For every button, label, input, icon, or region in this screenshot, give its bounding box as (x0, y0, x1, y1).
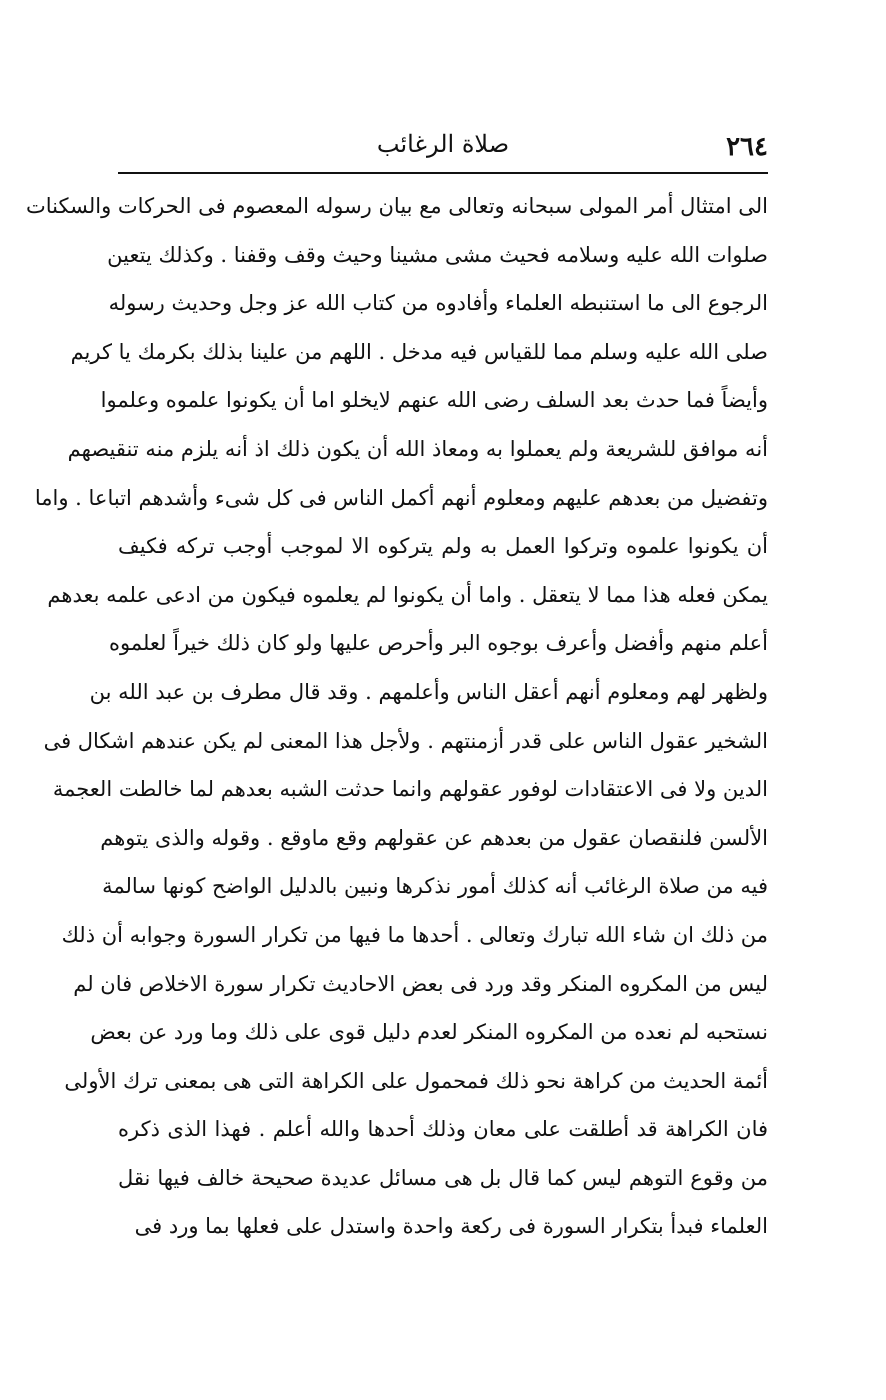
text-line: صلوات الله عليه وسلامه فحيث مشى مشينا وحيث وقف وقفنا . وكذلك يتعين (107, 242, 768, 267)
text-line: الألسن فلنقصان عقول من بعدهم عن عقولهم وقع ماوقع . وقوله والذى يتوهم (100, 825, 768, 850)
page-number: ٢٦٤ (726, 132, 768, 162)
text-line: وأيضاً فما حدث بعد السلف رضى الله عنهم لايخلو اما أن يكونوا علموه وعلموا (100, 388, 768, 413)
text-line: الشخير عقول الناس على قدر أزمنتهم . ولأجل هذا المعنى لم يكن عندهم اشكال فى (43, 728, 768, 753)
text-line: وتفضيل من بعدهم عليهم ومعلوم أنهم أكمل الناس فى كل شىء وأشدهم اتباعا . واما (34, 485, 768, 510)
running-title: صلاة الرغائب (376, 130, 510, 158)
text-line: أعلم منهم وأفضل وأعرف بوجوه البر وأحرص عليها ولو كان ذلك خيراً لعلموه (108, 631, 768, 656)
text-line: من ذلك ان شاء الله تبارك وتعالى . أحدها ما فيها من تكرار السورة وجوابه أن ذلك (61, 922, 768, 947)
text-line: ولظهر لهم ومعلوم أنهم أعقل الناس وأعلمهم . وقد قال مطرف بن عبد الله بن (89, 679, 768, 704)
body-text (26, 182, 768, 1251)
text-line: فان الكراهة قد أطلقت على معان وذلك أحدها والله أعلم . فهذا الذى ذكره (118, 1117, 768, 1142)
text-line: أنه موافق للشريعة ولم يعملوا به ومعاذ الله أن يكون ذلك اذ أنه يلزم منه تنقيصهم (67, 436, 768, 461)
header-rule (118, 172, 768, 174)
text-line: فيه من صلاة الرغائب أنه كذلك أمور نذكرها ونبين بالدليل الواضح كونها سالمة (102, 874, 768, 899)
text-line: ليس من المكروه المنكر وقد ورد فى بعض الاحاديث تكرار سورة الاخلاص فان لم (73, 971, 768, 996)
text-line: الى امتثال أمر المولى سبحانه وتعالى مع بيان رسوله المعصوم فى الحركات والسكنات (26, 194, 768, 218)
text-line: أئمة الحديث من كراهة نحو ذلك فمحمول على الكراهة التى هى بمعنى ترك الأولى (64, 1068, 768, 1093)
text-line: الدين ولا فى الاعتقادات لوفور عقولهم وانما حدثت الشبه بعدهم لما خالطت العجمة (52, 777, 768, 802)
text-line: صلى الله عليه وسلم مما للقياس فيه مدخل . اللهم من علينا بذلك بكرمك يا كريم (70, 339, 768, 364)
text-line: يمكن فعله هذا مما لا يتعقل . واما أن يكونوا لم يعلموه فيكون من ادعى علمه بعدهم (47, 582, 768, 607)
text-line: العلماء فبدأ بتكرار السورة فى ركعة واحدة واستدل على فعلها بما ورد فى (134, 1214, 768, 1239)
page-header (118, 128, 768, 170)
text-line: نستحبه لم نعده من المكروه المنكر لعدم دليل قوى على ذلك وما ورد عن بعض (90, 1020, 768, 1045)
text-line: من وقوع التوهم ليس كما قال بل هى مسائل عديدة صحيحة خالف فيها نقل (118, 1165, 768, 1190)
text-line: الرجوع الى ما استنبطه العلماء وأفادوه من كتاب الله عز وجل وحديث رسوله (108, 291, 768, 316)
text-line: أن يكونوا علموه وتركوا العمل به ولم يتركوه الا لموجب أوجب تركه فكيف (118, 534, 768, 559)
